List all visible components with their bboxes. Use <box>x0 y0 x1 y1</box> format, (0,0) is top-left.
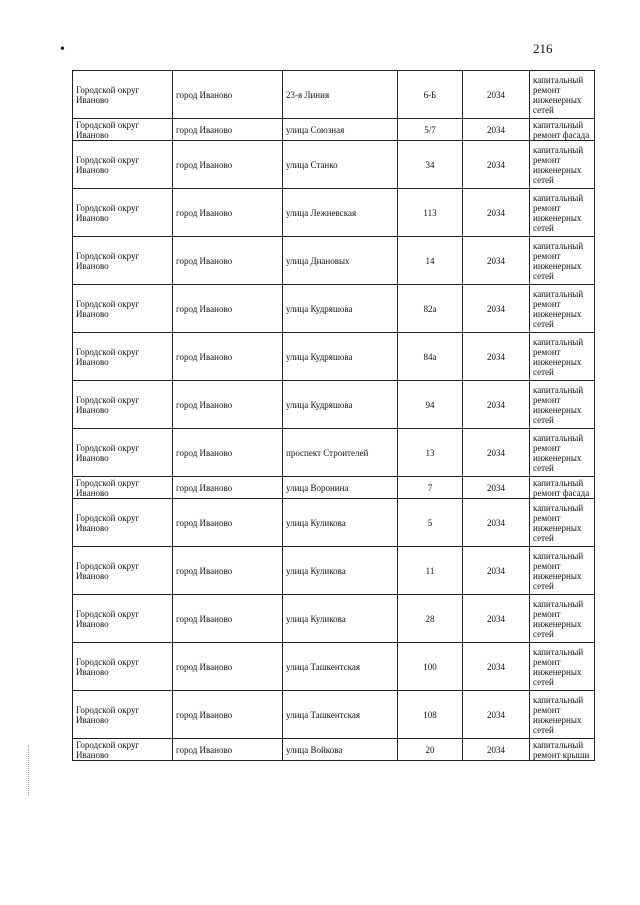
house-cell: 13 <box>398 429 463 477</box>
year-cell: 2034 <box>463 237 530 285</box>
district-line-2: Иваново <box>76 164 109 175</box>
district-line-1: Городской округ <box>76 739 140 750</box>
house-cell: 108 <box>398 691 463 739</box>
street-cell: 23-я Линия <box>283 71 398 119</box>
district-cell <box>73 477 173 499</box>
district-line-1: Городской округ <box>76 560 140 571</box>
street-cell: улица Кудряшова <box>283 285 398 333</box>
settlement-cell: город Иваново <box>173 547 283 595</box>
house-cell: 100 <box>398 643 463 691</box>
street-cell: улица Воронина <box>283 477 398 499</box>
district-line-1: Городской округ <box>76 202 140 213</box>
settlement-cell: город Иваново <box>173 119 283 141</box>
work-type-cell: капитальный ремонт инженерных сетей <box>530 547 595 595</box>
house-cell: 20 <box>398 739 463 761</box>
work-type-cell: капитальный ремонт инженерных сетей <box>530 381 595 429</box>
house-cell: 82а <box>398 285 463 333</box>
work-type-cell: капитальный ремонт фасада <box>530 119 595 141</box>
table-row <box>73 237 595 285</box>
street-cell: улица Станко <box>283 141 398 189</box>
district-cell <box>73 547 173 595</box>
street-cell: улица Куликова <box>283 595 398 643</box>
district-line-1: Городской округ <box>76 346 140 357</box>
year-cell: 2034 <box>463 141 530 189</box>
district-line-1: Городской округ <box>76 608 140 619</box>
table-row <box>73 477 595 499</box>
district-cell <box>73 119 173 141</box>
year-cell: 2034 <box>463 119 530 141</box>
district-line-1: Городской округ <box>76 84 140 95</box>
year-cell: 2034 <box>463 429 530 477</box>
page-bullet: • <box>60 42 65 57</box>
district-line-1: Городской округ <box>76 704 140 715</box>
district-line-2: Иваново <box>76 618 109 629</box>
house-cell: 7 <box>398 477 463 499</box>
house-cell: 84а <box>398 333 463 381</box>
year-cell: 2034 <box>463 71 530 119</box>
settlement-cell: город Иваново <box>173 477 283 499</box>
district-line-2: Иваново <box>76 452 109 463</box>
district-line-1: Городской округ <box>76 442 140 453</box>
district-line-2: Иваново <box>76 356 109 367</box>
district-line-2: Иваново <box>76 260 109 271</box>
settlement-cell: город Иваново <box>173 429 283 477</box>
work-type-cell: капитальный ремонт инженерных сетей <box>530 333 595 381</box>
year-cell: 2034 <box>463 739 530 761</box>
district-cell <box>73 499 173 547</box>
year-cell: 2034 <box>463 643 530 691</box>
district-line-2: Иваново <box>76 94 109 105</box>
table-row <box>73 429 595 477</box>
settlement-cell: город Иваново <box>173 189 283 237</box>
district-cell <box>73 739 173 761</box>
district-line-1: Городской округ <box>76 656 140 667</box>
work-type-cell: капитальный ремонт инженерных сетей <box>530 499 595 547</box>
district-line-2: Иваново <box>76 487 109 498</box>
settlement-cell: город Иваново <box>173 691 283 739</box>
table-row <box>73 499 595 547</box>
table-row <box>73 643 595 691</box>
district-line-2: Иваново <box>76 522 109 533</box>
street-cell: улица Войкова <box>283 739 398 761</box>
district-line-2: Иваново <box>76 308 109 319</box>
house-cell: 34 <box>398 141 463 189</box>
table-row <box>73 381 595 429</box>
street-cell: улица Ташкентская <box>283 691 398 739</box>
street-cell: улица Кудряшова <box>283 333 398 381</box>
district-line-1: Городской округ <box>76 250 140 261</box>
housing-repair-table <box>72 70 595 761</box>
work-type-cell: капитальный ремонт инженерных сетей <box>530 429 595 477</box>
house-cell: 6-Б <box>398 71 463 119</box>
district-cell <box>73 189 173 237</box>
settlement-cell: город Иваново <box>173 285 283 333</box>
table-row <box>73 141 595 189</box>
district-line-2: Иваново <box>76 129 109 140</box>
work-type-cell: капитальный ремонт фасада <box>530 477 595 499</box>
street-cell: улица Кудряшова <box>283 381 398 429</box>
work-type-cell: капитальный ремонт инженерных сетей <box>530 595 595 643</box>
settlement-cell: город Иваново <box>173 71 283 119</box>
district-cell <box>73 285 173 333</box>
district-cell <box>73 141 173 189</box>
work-type-cell: капитальный ремонт инженерных сетей <box>530 141 595 189</box>
district-cell <box>73 333 173 381</box>
district-line-1: Городской округ <box>76 477 140 488</box>
house-cell: 14 <box>398 237 463 285</box>
year-cell: 2034 <box>463 381 530 429</box>
work-type-cell: капитальный ремонт инженерных сетей <box>530 71 595 119</box>
settlement-cell: город Иваново <box>173 381 283 429</box>
year-cell: 2034 <box>463 285 530 333</box>
work-type-cell: капитальный ремонт инженерных сетей <box>530 691 595 739</box>
table-row <box>73 333 595 381</box>
district-line-1: Городской округ <box>76 394 140 405</box>
district-line-2: Иваново <box>76 212 109 223</box>
district-line-1: Городской округ <box>76 119 140 130</box>
work-type-cell: капитальный ремонт инженерных сетей <box>530 643 595 691</box>
district-cell <box>73 595 173 643</box>
table-row <box>73 285 595 333</box>
district-line-2: Иваново <box>76 570 109 581</box>
table-row <box>73 691 595 739</box>
street-cell: улица Куликова <box>283 547 398 595</box>
house-cell: 5 <box>398 499 463 547</box>
table-row <box>73 71 595 119</box>
table-row <box>73 189 595 237</box>
year-cell: 2034 <box>463 499 530 547</box>
year-cell: 2034 <box>463 333 530 381</box>
district-line-1: Городской округ <box>76 154 140 165</box>
district-cell <box>73 643 173 691</box>
district-line-1: Городской округ <box>76 512 140 523</box>
house-cell: 11 <box>398 547 463 595</box>
district-line-2: Иваново <box>76 666 109 677</box>
settlement-cell: город Иваново <box>173 739 283 761</box>
year-cell: 2034 <box>463 547 530 595</box>
year-cell: 2034 <box>463 189 530 237</box>
work-type-cell: капитальный ремонт крыши <box>530 739 595 761</box>
table-row <box>73 119 595 141</box>
year-cell: 2034 <box>463 477 530 499</box>
district-cell <box>73 237 173 285</box>
table-row <box>73 547 595 595</box>
work-type-cell: капитальный ремонт инженерных сетей <box>530 285 595 333</box>
table-row <box>73 739 595 761</box>
district-line-1: Городской округ <box>76 298 140 309</box>
table-body <box>73 71 595 761</box>
settlement-cell: город Иваново <box>173 499 283 547</box>
house-cell: 28 <box>398 595 463 643</box>
table-row <box>73 595 595 643</box>
settlement-cell: город Иваново <box>173 595 283 643</box>
district-cell <box>73 71 173 119</box>
house-cell: 5/7 <box>398 119 463 141</box>
district-line-2: Иваново <box>76 404 109 415</box>
street-cell: улица Ташкентская <box>283 643 398 691</box>
district-line-2: Иваново <box>76 714 109 725</box>
street-cell: улица Диановых <box>283 237 398 285</box>
district-cell <box>73 381 173 429</box>
year-cell: 2034 <box>463 595 530 643</box>
year-cell: 2034 <box>463 691 530 739</box>
street-cell: проспект Строителей <box>283 429 398 477</box>
street-cell: улица Союзная <box>283 119 398 141</box>
page-number: 216 <box>533 41 553 56</box>
district-line-2: Иваново <box>76 749 109 760</box>
margin-marks <box>28 745 33 795</box>
work-type-cell: капитальный ремонт инженерных сетей <box>530 237 595 285</box>
house-cell: 113 <box>398 189 463 237</box>
street-cell: улица Лежневская <box>283 189 398 237</box>
district-cell <box>73 429 173 477</box>
settlement-cell: город Иваново <box>173 237 283 285</box>
settlement-cell: город Иваново <box>173 643 283 691</box>
house-cell: 94 <box>398 381 463 429</box>
street-cell: улица Куликова <box>283 499 398 547</box>
settlement-cell: город Иваново <box>173 141 283 189</box>
district-cell <box>73 691 173 739</box>
work-type-cell: капитальный ремонт инженерных сетей <box>530 189 595 237</box>
settlement-cell: город Иваново <box>173 333 283 381</box>
